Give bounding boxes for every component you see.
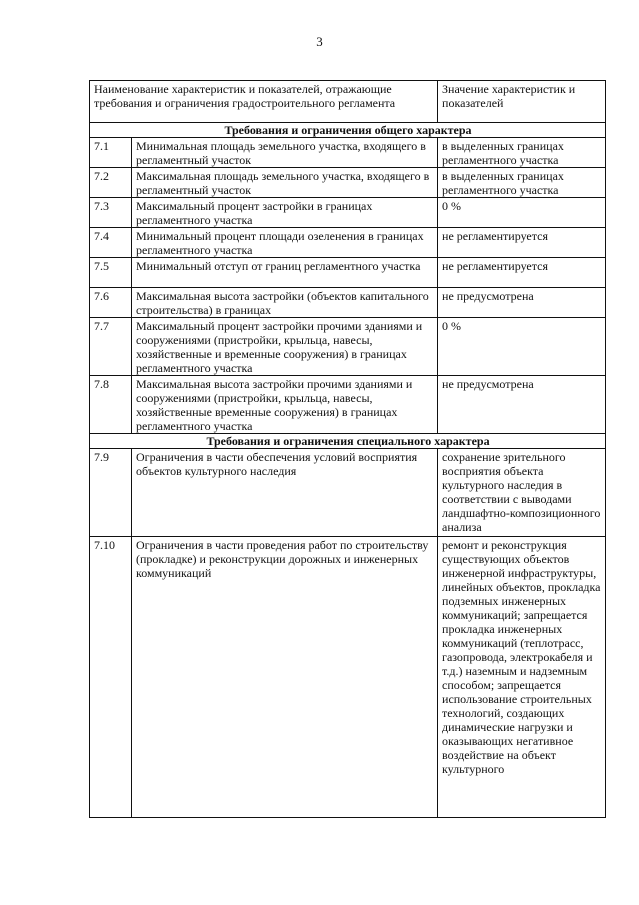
table-row (90, 168, 606, 198)
row-value: не предусмотрена (438, 376, 606, 434)
table-row (90, 537, 606, 818)
header-value-column: Значение характеристик и показателей (438, 81, 606, 123)
table-row (90, 288, 606, 318)
table-row (90, 449, 606, 537)
table-header-row (90, 81, 606, 123)
row-number: 7.5 (90, 258, 132, 288)
table-row (90, 138, 606, 168)
row-number: 7.2 (90, 168, 132, 198)
row-value: в выделенных границах регламентного участка (438, 138, 606, 168)
row-name: Максимальная площадь земельного участка, входящего в регламентный участок (132, 168, 438, 198)
row-value: в выделенных границах регламентного участка (438, 168, 606, 198)
row-value: не предусмотрена (438, 288, 606, 318)
section-title: Требования и ограничения специального характера (90, 434, 606, 449)
row-number: 7.3 (90, 198, 132, 228)
section-row (90, 123, 606, 138)
row-number: 7.4 (90, 228, 132, 258)
table-row (90, 376, 606, 434)
row-number: 7.1 (90, 138, 132, 168)
regulation-table (89, 80, 606, 818)
table-row (90, 198, 606, 228)
section-row (90, 434, 606, 449)
row-value: ремонт и реконструкция существующих объектов инженерной инфраструктуры, линейных объектов, прокладка подземных инженерных коммуникаций; запрещается прокладка инженерных коммуникаций (теплотрасс, газопровода, электрокабеля и т.д.) наземным и надземным способом; запрещается использование строительных технологий, создающих динамические нагрузки и оказывающих негативное воздействие на объект культурного (438, 537, 606, 818)
row-name: Максимальная высота застройки (объектов капитального строительства) в границах (132, 288, 438, 318)
row-number: 7.10 (90, 537, 132, 818)
row-name: Ограничения в части обеспечения условий восприятия объектов культурного наследия (132, 449, 438, 537)
row-name: Минимальный отступ от границ регламентного участка (132, 258, 438, 288)
row-value: 0 % (438, 198, 606, 228)
row-name: Максимальный процент застройки в границах регламентного участка (132, 198, 438, 228)
table-row (90, 258, 606, 288)
row-number: 7.7 (90, 318, 132, 376)
row-name: Ограничения в части проведения работ по строительству (прокладке) и реконструкции дорожных и инженерных коммуникаций (132, 537, 438, 818)
row-value: 0 % (438, 318, 606, 376)
page-number: 3 (316, 34, 323, 49)
row-name: Минимальный процент площади озеленения в границах регламентного участка (132, 228, 438, 258)
table-row (90, 318, 606, 376)
table-row (90, 228, 606, 258)
row-name: Максимальная высота застройки прочими зданиями и сооружениями (пристройки, крыльца, навесы, хозяйственные временные сооружения) в границах регламентного участка (132, 376, 438, 434)
row-number: 7.9 (90, 449, 132, 537)
row-number: 7.6 (90, 288, 132, 318)
row-number: 7.8 (90, 376, 132, 434)
section-title: Требования и ограничения общего характера (90, 123, 606, 138)
row-name: Максимальный процент застройки прочими зданиями и сооружениями (пристройки, крыльца, навесы, хозяйственные и временные сооружения) в границах регламентного участка (132, 318, 438, 376)
row-value: не регламентируется (438, 258, 606, 288)
header-name-column: Наименование характеристик и показателей, отражающие требования и ограничения градостроительного регламента (90, 81, 438, 123)
row-name: Минимальная площадь земельного участка, входящего в регламентный участок (132, 138, 438, 168)
row-value: не регламентируется (438, 228, 606, 258)
row-value: сохранение зрительного восприятия объекта культурного наследия в соответствии с выводами ландшафтно-композиционного анализа (438, 449, 606, 537)
